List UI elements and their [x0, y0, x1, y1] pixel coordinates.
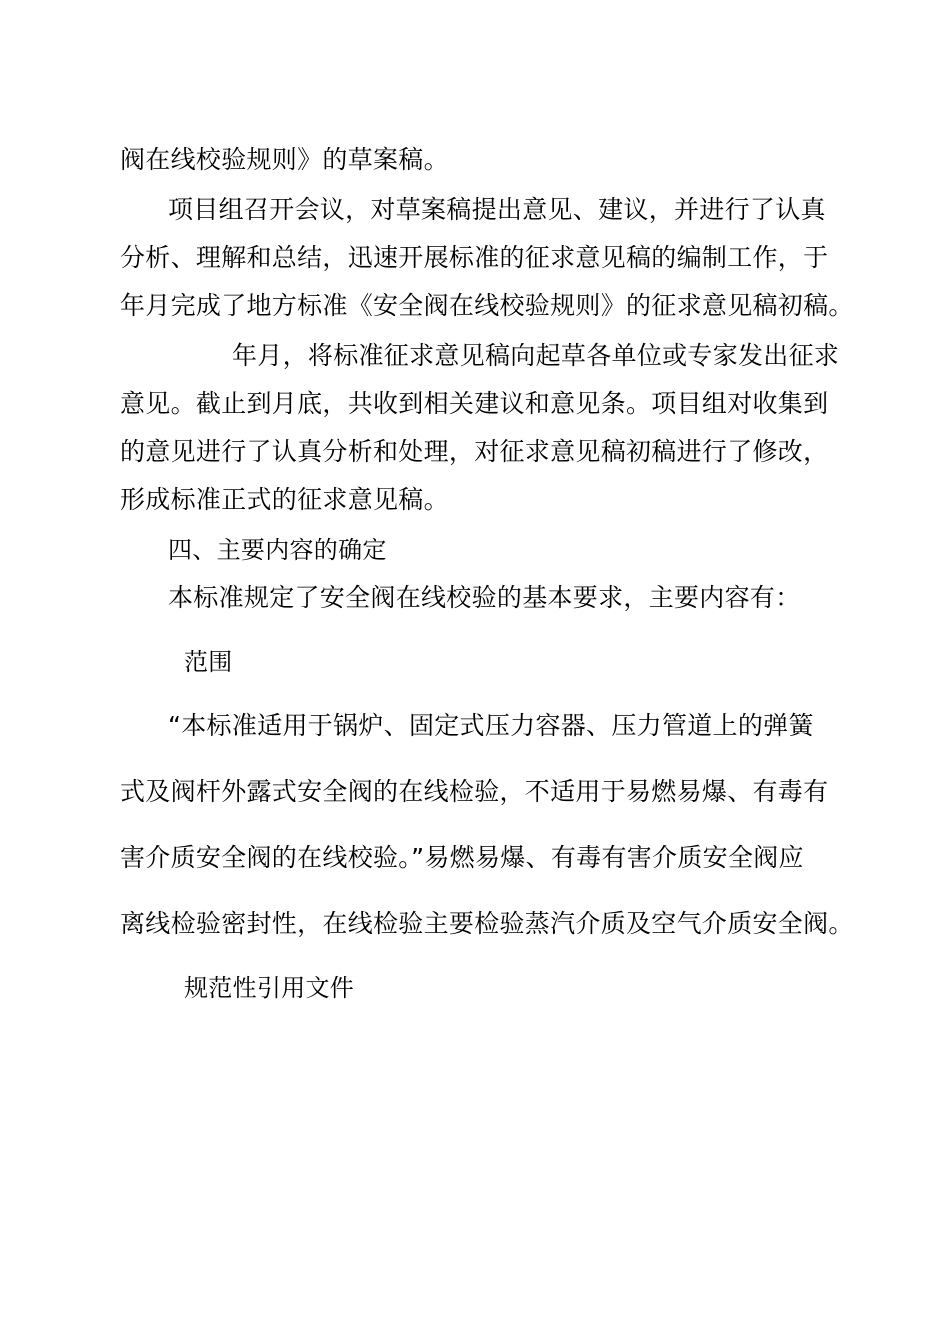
text-line-5: 年月，将标准征求意见稿向起草各单位或专家发出征求	[232, 341, 840, 370]
section-heading: 四、主要内容的确定	[168, 536, 387, 564]
text-line-1: 阀在线校验规则》的草案稿。	[120, 145, 449, 174]
text-line-15: 离线检验密封性，在线检验主要检验蒸汽介质及空气介质安全阀。	[120, 909, 854, 938]
text-line-7: 的意见进行了认真分析和处理，对征求意见稿初稿进行了修改，	[120, 437, 829, 466]
text-line-2: 项目组召开会议，对草案稿提出意见、建议，并进行了认真	[168, 195, 826, 224]
text-line-8: 形成标准正式的征求意见稿。	[120, 485, 449, 514]
subsection-heading-normative-references: 规范性引用文件	[184, 974, 355, 1002]
subsection-heading-scope: 范围	[184, 648, 233, 676]
text-line-4: 年月完成了地方标准《安全阀在线校验规则》的征求意见稿初稿。	[120, 291, 854, 320]
text-line-13: 式及阀杆外露式安全阀的在线检验，不适用于易燃易爆、有毒有	[120, 777, 829, 806]
text-line-6: 意见。截止到月底，共收到相关建议和意见条。项目组对收集到	[120, 389, 829, 418]
text-line-12: “本标准适用于锅炉、固定式压力容器、压力管道上的弹簧	[168, 711, 814, 740]
text-line-3: 分析、理解和总结，迅速开展标准的征求意见稿的编制工作，于	[120, 243, 829, 272]
text-line-14: 害介质安全阀的在线校验。”易燃易爆、有毒有害介质安全阀应	[120, 843, 804, 872]
text-line-10: 本标准规定了安全阀在线校验的基本要求，主要内容有：	[168, 583, 801, 612]
